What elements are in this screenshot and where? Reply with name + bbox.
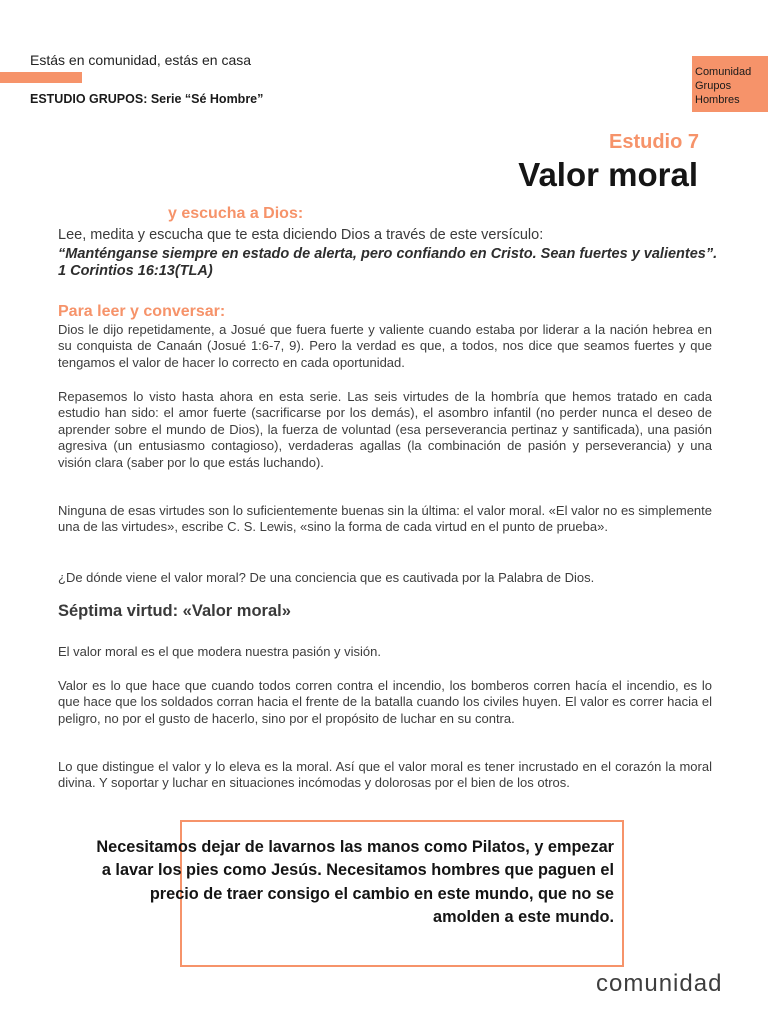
read-paragraph-2: Repasemos lo visto hasta ahora en esta serie. Las seis virtudes de la hombría que hemos tratado en cada estudio han sido: el amor fuerte (sacrificarse por los demás), el asombro infantil (no perder nunca el deseo de aprender sobre el mundo de Dios), la fuerza de voluntad (esa perseverancia pertinaz y santificada), una pasión agresiva (un entusiasmo contagioso), verdaderas agallas (la combinación de pasión y perseverancia) y una visión clara (saber por lo que estás luchando). — [58, 389, 712, 470]
tagline: Estás en comunidad, estás en casa — [30, 52, 252, 68]
listen-heading: y escucha a Dios: — [168, 205, 304, 222]
virtue-heading: Séptima virtud: «Valor moral» — [58, 602, 291, 620]
page-title: Valor moral — [518, 156, 698, 193]
pull-quote: Necesitamos dejar de lavarnos las manos como Pilatos, y empezar a lavar los pies como Jesús. Necesitamos hombres que paguen el precio de traer consigo el cambio en este mundo, que no se amolden a este mundo. — [96, 838, 614, 927]
community-badge — [692, 56, 768, 112]
series-title: ESTUDIO GRUPOS: Serie “Sé Hombre” — [30, 92, 264, 106]
verse-intro: Lee, medita y escucha que te esta diciendo Dios a través de este versículo: — [58, 227, 544, 243]
accent-bar — [0, 72, 82, 83]
badge-line-3: Hombres — [695, 94, 740, 106]
footer-logo: comunidad — [596, 970, 723, 997]
study-number: Estudio 7 — [608, 131, 699, 153]
bible-verse: “Manténganse siempre en estado de alerta, pero confiando en Cristo. Sean fuertes y valientes”. 1 Corintios 16:13(TLA) — [58, 246, 718, 279]
virtue-paragraph-1: El valor moral es el que modera nuestra pasión y visión. — [58, 644, 381, 659]
read-paragraph-4: ¿De dónde viene el valor moral? De una conciencia que es cautivada por la Palabra de Dios. — [58, 570, 595, 585]
badge-line-2: Grupos — [695, 80, 732, 92]
badge-line-1: Comunidad — [695, 66, 752, 78]
read-paragraph-3: Ninguna de esas virtudes son lo suficientemente buenas sin la última: el valor moral. «El valor no es simplemente una de las virtudes», escribe C. S. Lewis, «sino la forma de cada virtud en el punto de prueba». — [58, 503, 712, 535]
read-heading: Para leer y conversar: — [58, 303, 226, 320]
virtue-paragraph-2: Valor es lo que hace que cuando todos corren contra el incendio, los bomberos corren hacía el incendio, es lo que hace que los soldados corran hacia el frente de la batalla cuando los civiles huyen. El valor es correr hacia el peligro, no por el gusto de hacerlo, sino por el propósito de luchar en su contra. — [58, 678, 712, 726]
read-paragraph-1: Dios le dijo repetidamente, a Josué que fuera fuerte y valiente cuando estaba por liderar a la nación hebrea en su conquista de Canaán (Josué 1:6-7, 9). Pero la verdad es que, a todos, nos dice que seamos fuertes y que tengamos el valor de hacer lo correcto en cada oportunidad. — [58, 322, 712, 370]
virtue-paragraph-3: Lo que distingue el valor y lo eleva es la moral. Así que el valor moral es tener incrustado en el corazón la moral divina. Y soportar y luchar en situaciones incómodas y dolorosas por el bien de los otros. — [58, 759, 712, 791]
